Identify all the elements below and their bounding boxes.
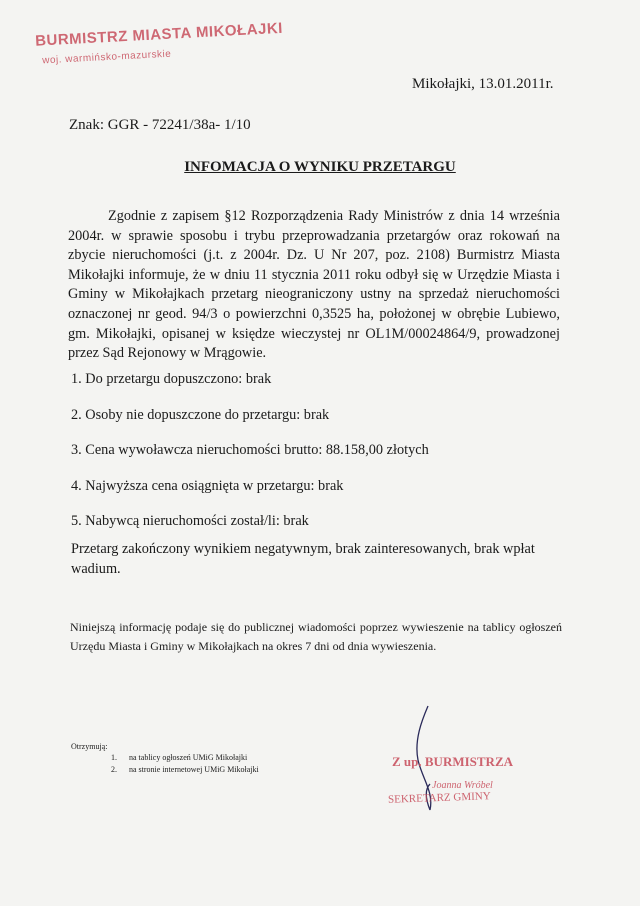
closing-paragraph: Przetarg zakończony wynikiem negatywnym, brak zainteresowanych, brak wpłat wadium.: [71, 541, 535, 577]
list-item: 5. Nabywcą nieruchomości został/li: brak: [71, 513, 309, 530]
official-stamp: [34, 19, 284, 84]
signature-stamp-line-3: SEKRETARZ GMINY: [387, 790, 491, 806]
recipient-item: [111, 752, 259, 764]
recipient-text: na tablicy ogłoszeń UMiG Mikołajki: [129, 753, 248, 762]
intro-paragraph: Zgodnie z zapisem §12 Rozporządzenia Rady Ministrów z dnia 14 września 2004r. w sprawie sposobu i trybu przeprowadzania przetargów oraz rokowań na zbycie nieruchomości (j.t. z 2004r. Dz. U Nr 207, poz. 2108) Burmistrz Miasta Mikołajki informuje, że w dniu 11 stycznia 2011 roku odbył się w Urzędzie Miasta i Gminy w Mikołajkach przetarg nieograniczony ustny na sprzedaż nieruchomości oznaczonej nr geod. 94/3 o powierzchni 0,3525 ha, położonej w obrębie Lubiewo, gm. Mikołajki, opisanej w księdze wieczystej nr OL1M/00024864/9, prowadzonej przez Sąd Rejonowy w Mrągowie.: [68, 208, 560, 362]
document-date: Mikołajki, 13.01.2011r.: [412, 76, 554, 92]
recipients-label: Otrzymują:: [71, 742, 108, 751]
signature-stamp-line-2: Joanna Wróbel: [432, 780, 493, 791]
stamp-line-2: woj. warmińsko-mazurskie: [41, 48, 172, 67]
result-list: [71, 370, 551, 548]
list-item: 4. Najwyższa cena osiągnięta w przetargu: brak: [71, 477, 344, 494]
signature-stamp-line-1: Z up. BURMISTRZA: [392, 754, 514, 769]
list-item: 1. Do przetargu dopuszczono: brak: [71, 371, 272, 387]
recipient-number: 2.: [111, 765, 117, 774]
recipient-item: [111, 764, 259, 776]
stamp-line-1: BURMISTRZ MIASTA MIKOŁAJKI: [34, 19, 284, 50]
reference-number: Znak: GGR - 72241/38a- 1/10: [69, 117, 251, 133]
recipient-number: 1.: [111, 753, 117, 762]
intro-paragraph-container: [68, 207, 560, 364]
list-item: 2. Osoby nie dopuszczone do przetargu: brak: [71, 406, 330, 423]
recipients-list: [111, 752, 259, 776]
document-title: INFOMACJA O WYNIKU PRZETARGU: [184, 159, 456, 175]
signature-stamp: [387, 750, 542, 820]
list-item: 3. Cena wywoławcza nieruchomości brutto: 88.158,00 złotych: [71, 442, 429, 459]
recipient-text: na stronie internetowej UMiG Mikołajki: [129, 765, 259, 774]
public-notice: Niniejszą informację podaje się do publicznej wiadomości poprzez wywieszenie na tablicy ogłoszeń Urzędu Miasta i Gminy w Mikołajkach na okres 7 dni od dnia wywieszenia.: [70, 620, 562, 653]
